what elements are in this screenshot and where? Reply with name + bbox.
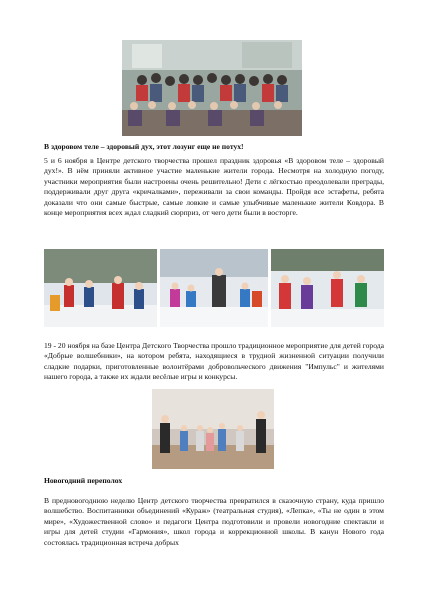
section-heading-new-year: Новогодний переполох	[44, 476, 123, 485]
outdoor-photo-2	[160, 249, 268, 327]
paragraph-new-year: В предновогоднюю неделю Центр детского творчества превратился в сказочную страну, куда пришло волшебство. Воспитанники объединений «Кураж» (театральная студия), «Лепка», «Ты не один в этом мире», «Художественной слово» и педагоги Центра подготовили и провели новогодние спектакли и игры для детей студии «Гармония», школ города и коррекционной школы. В канун Нового года состоялась традиционная встреча добрых	[44, 496, 384, 547]
kind-wizards-photo	[152, 389, 274, 469]
section-heading-health: В здоровом теле – здоровый дух, этот лозунг еще не потух!	[44, 142, 244, 151]
outdoor-photo-3	[271, 249, 384, 327]
group-photo	[122, 40, 302, 136]
paragraph-kind-wizards: 19 - 20 ноября на базе Центра Детского Творчества прошло традиционное мероприятие для детей города «Добрые волшебники», на котором ребята, находящиеся в трудной жизненной ситуации получили сладкие подарки, приготовленные волонтёрами добровольческого движения "Импульс" и жителями нашего города, а также их ждали весёлые игры и конкурсы.	[44, 341, 384, 382]
outdoor-photo-1	[44, 249, 157, 327]
paragraph-health-festival: 5 и 6 ноября в Центре детского творчества прошел праздник здоровья «В здоровом теле – здоровый дух!». В нём приняли активное участие маленькие жители города. Несмотря на холодную погоду, участники мероприятия были настроены очень решительно! Дети с лёгкостью преодолевали преграды, поддерживали друг друга «кричалками», переживали за свои команды. Пройдя все эстафеты, ребята доказали что они самые быстрые, самые ловкие и самые улыбчивые маленькие жители Ковдора. В конце мероприятия всех ждал сладкий сюрприз, от чего дети были в восторге.	[44, 156, 384, 218]
